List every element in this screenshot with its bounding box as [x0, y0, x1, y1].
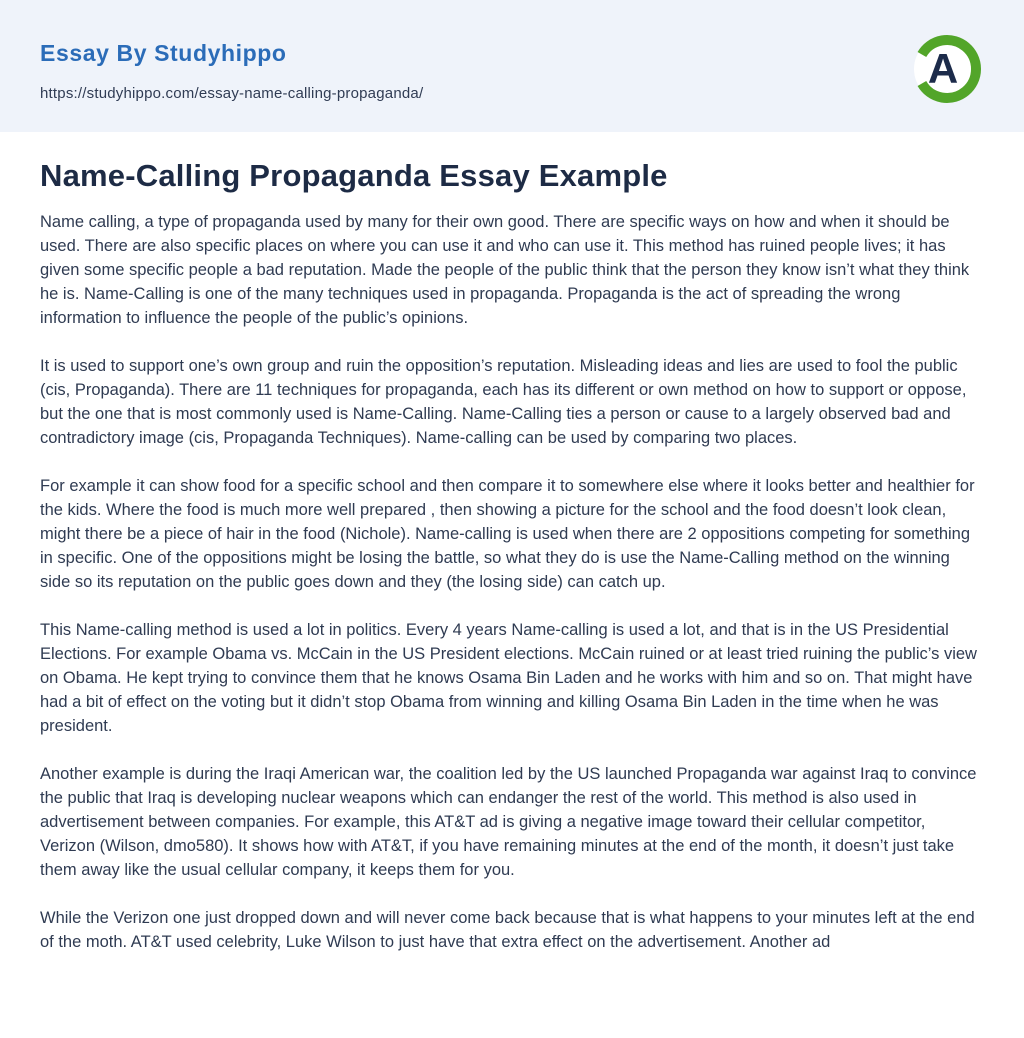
essay-paragraph-2: It is used to support one’s own group and ruin the opposition’s reputation. Misleading ideas and lies are used to fool the public (cis, Propaganda). There are 11 techniques for propaganda, each has its different or own method on how to support or oppose, but the one that is most commonly used is Name-Calling. Name-Calling ties a person or cause to a largely observed bad and contradictory image (cis, Propaganda Techniques). Name-calling can be used by comparing two places.	[40, 357, 967, 447]
site-title-link[interactable]: Essay By Studyhippo	[40, 40, 287, 66]
studyhippo-logo-icon	[910, 32, 984, 106]
page-header	[0, 0, 1024, 132]
logo-letter: A	[927, 45, 959, 92]
essay-paragraph-6: While the Verizon one just dropped down and will never come back because that is what happens to your minutes left at the end of the moth. AT&T used celebrity, Luke Wilson to just have that extra effect on the advertisement. Another ad	[40, 909, 975, 951]
essay-paragraph-3: For example it can show food for a specific school and then compare it to somewhere else where it looks better and healthier for the kids. Where the food is much more well prepared , then showing a picture for the school and the food doesn’t look clean, might there be a piece of hair in the food (Nichole). Name-calling is used when there are 2 oppositions competing for something in specific. One of the oppositions might be losing the battle, so what they do is use the Name-Calling method on the winning side so its reputation on the public goes down and they (the losing side) can catch up.	[40, 477, 975, 591]
header-text-block	[40, 30, 423, 102]
studyhippo-logo	[910, 32, 984, 106]
essay-content	[0, 132, 1024, 1038]
essay-paragraph-4: This Name-calling method is used a lot in politics. Every 4 years Name-calling is used a lot, and that is in the US Presidential Elections. For example Obama vs. McCain in the US President elections. McCain ruined or at least tried ruining the public’s view on Obama. He kept trying to convince them that he knows Osama Bin Laden and he works with him and so on. That might have had a bit of effect on the voting but it didn’t stop Obama from winning and killing Osama Bin Laden in the time when he was president.	[40, 621, 977, 735]
essay-paragraph-5: Another example is during the Iraqi American war, the coalition led by the US launched Propaganda war against Iraq to convince the public that Iraq is developing nuclear weapons which can endanger the rest of the world. This method is also used in advertisement between companies. For example, this AT&T ad is giving a negative image toward their cellular competitor, Verizon (Wilson, dmo580). It shows how with AT&T, if you have remaining minutes at the end of the month, it doesn’t just take them away like the usual cellular company, it keeps them for you.	[40, 765, 977, 879]
page-url: https://studyhippo.com/essay-name-calling-propaganda/	[40, 85, 424, 102]
essay-paragraph-1: Name calling, a type of propaganda used by many for their own good. There are specific ways on how and when it should be used. There are also specific places on where you can use it and who can use it. This method has ruined people lives; it has given some specific people a bad reputation. Made the people of the public think that the person they know isn’t what they think he is. Name-Calling is one of the many techniques used in propaganda. Propaganda is the act of spreading the wrong information to influence the people of the public’s opinions.	[40, 213, 970, 327]
essay-title: Name-Calling Propaganda Essay Example	[40, 158, 668, 193]
